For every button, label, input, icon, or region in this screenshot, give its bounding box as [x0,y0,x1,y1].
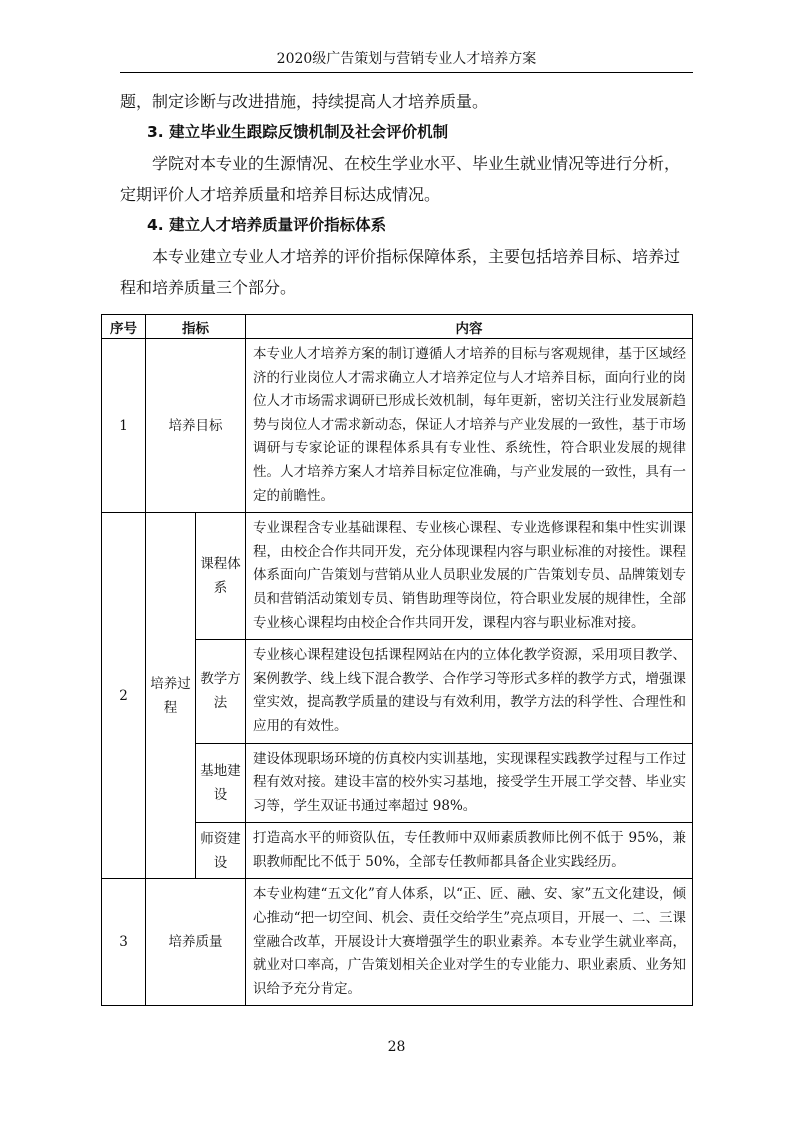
section-heading-4: 4. 建立人才培养质量评价指标体系 [147,216,387,234]
table-header-row [102,315,693,339]
row-number: 1 [102,339,146,513]
table-row [102,513,693,640]
sub-indicator-cell: 基地建设 [196,743,246,823]
section-heading-3: 3. 建立毕业生跟踪反馈机制及社会评价机制 [147,123,449,141]
table-row [102,339,693,513]
content-cell: 打造高水平的师资队伍，专任教师中双师素质教师比例不低于 95%，兼职教师配比不低于 50%，全部专任教师都具备企业实践经历。 [246,823,693,879]
header-content: 内容 [246,315,693,339]
sub-indicator-cell: 课程体系 [196,513,246,640]
header-rule [120,72,693,73]
sub-indicator-cell: 师资建设 [196,823,246,879]
sub-indicator-cell: 教学方法 [196,640,246,743]
content-cell: 专业核心课程建设包括课程网站在内的立体化教学资源，采用项目教学、案例教学、线上线下混合教学、合作学习等形式多样的教学方式，增强课堂实效，提高教学质量的建设与有效利用，教学方法的科学性、合理性和应用的有效性。 [246,640,693,743]
header-no: 序号 [102,315,146,339]
header-indicator: 指标 [146,315,246,339]
indicator-cell: 培养质量 [146,879,246,1006]
indicator-cell: 培养目标 [146,339,246,513]
paragraph-3: 学院对本专业的生源情况、在校生学业水平、毕业生就业情况等进行分析，定期评价人才培养质量和培养目标达成情况。 [120,154,681,204]
table-row [102,879,693,1006]
content-cell: 本专业人才培养方案的制订遵循人才培养的目标与客观规律，基于区域经济的行业岗位人才需求确立人才培养定位与人才培养目标，面向行业的岗位人才市场需求调研已形成长效机制，每年更新，密切关注行业发展新趋势与岗位人才需求新动态，保证人才培养与产业发展的一致性，基于市场调研与专家论证的课程体系具有专业性、系统性，符合职业发展的规律性。人才培养方案人才培养目标定位准确，与产业发展的一致性，具有一定的前瞻性。 [246,339,693,513]
running-header: 2020级广告策划与营销专业人才培养方案 [276,51,537,67]
body-text [120,86,693,303]
content-cell: 建设体现职场环境的仿真校内实训基地，实现课程实践教学过程与工作过程有效对接。建设丰富的校外实习基地，接受学生开展工学交替、毕业实习等，学生双证书通过率超过 98%。 [246,743,693,823]
evaluation-index-table [101,314,693,1006]
row-number: 2 [102,513,146,879]
content-cell: 专业课程含专业基础课程、专业核心课程、专业选修课程和集中性实训课程，由校企合作共同开发，充分体现课程内容与职业标准的对接性。课程体系面向广告策划与营销从业人员职业发展的广告策划专员、品牌策划专员和营销活动策划专员、销售助理等岗位，符合职业发展的规律性，全部专业核心课程均由校企合作共同开发，课程内容与职业标准对接。 [246,513,693,640]
indicator-cell: 培养过程 [146,513,196,879]
paragraph-4: 本专业建立专业人才培养的评价指标保障体系，主要包括培养目标、培养过程和培养质量三个部分。 [120,247,681,297]
row-number: 3 [102,879,146,1006]
content-cell: 本专业构建“五文化”育人体系，以“正、匠、融、安、家”五文化建设，倾心推动“把一切空间、机会、责任交给学生”亮点项目，开展一、二、三课堂融合改革，开展设计大赛增强学生的职业素养。本专业学生就业率高，就业对口率高，广告策划相关企业对学生的专业能力、职业素质、业务知识给予充分肯定。 [246,879,693,1006]
page-number: 28 [387,1039,406,1055]
paragraph-continued: 题，制定诊断与改进措施，持续提高人才培养质量。 [120,92,489,111]
